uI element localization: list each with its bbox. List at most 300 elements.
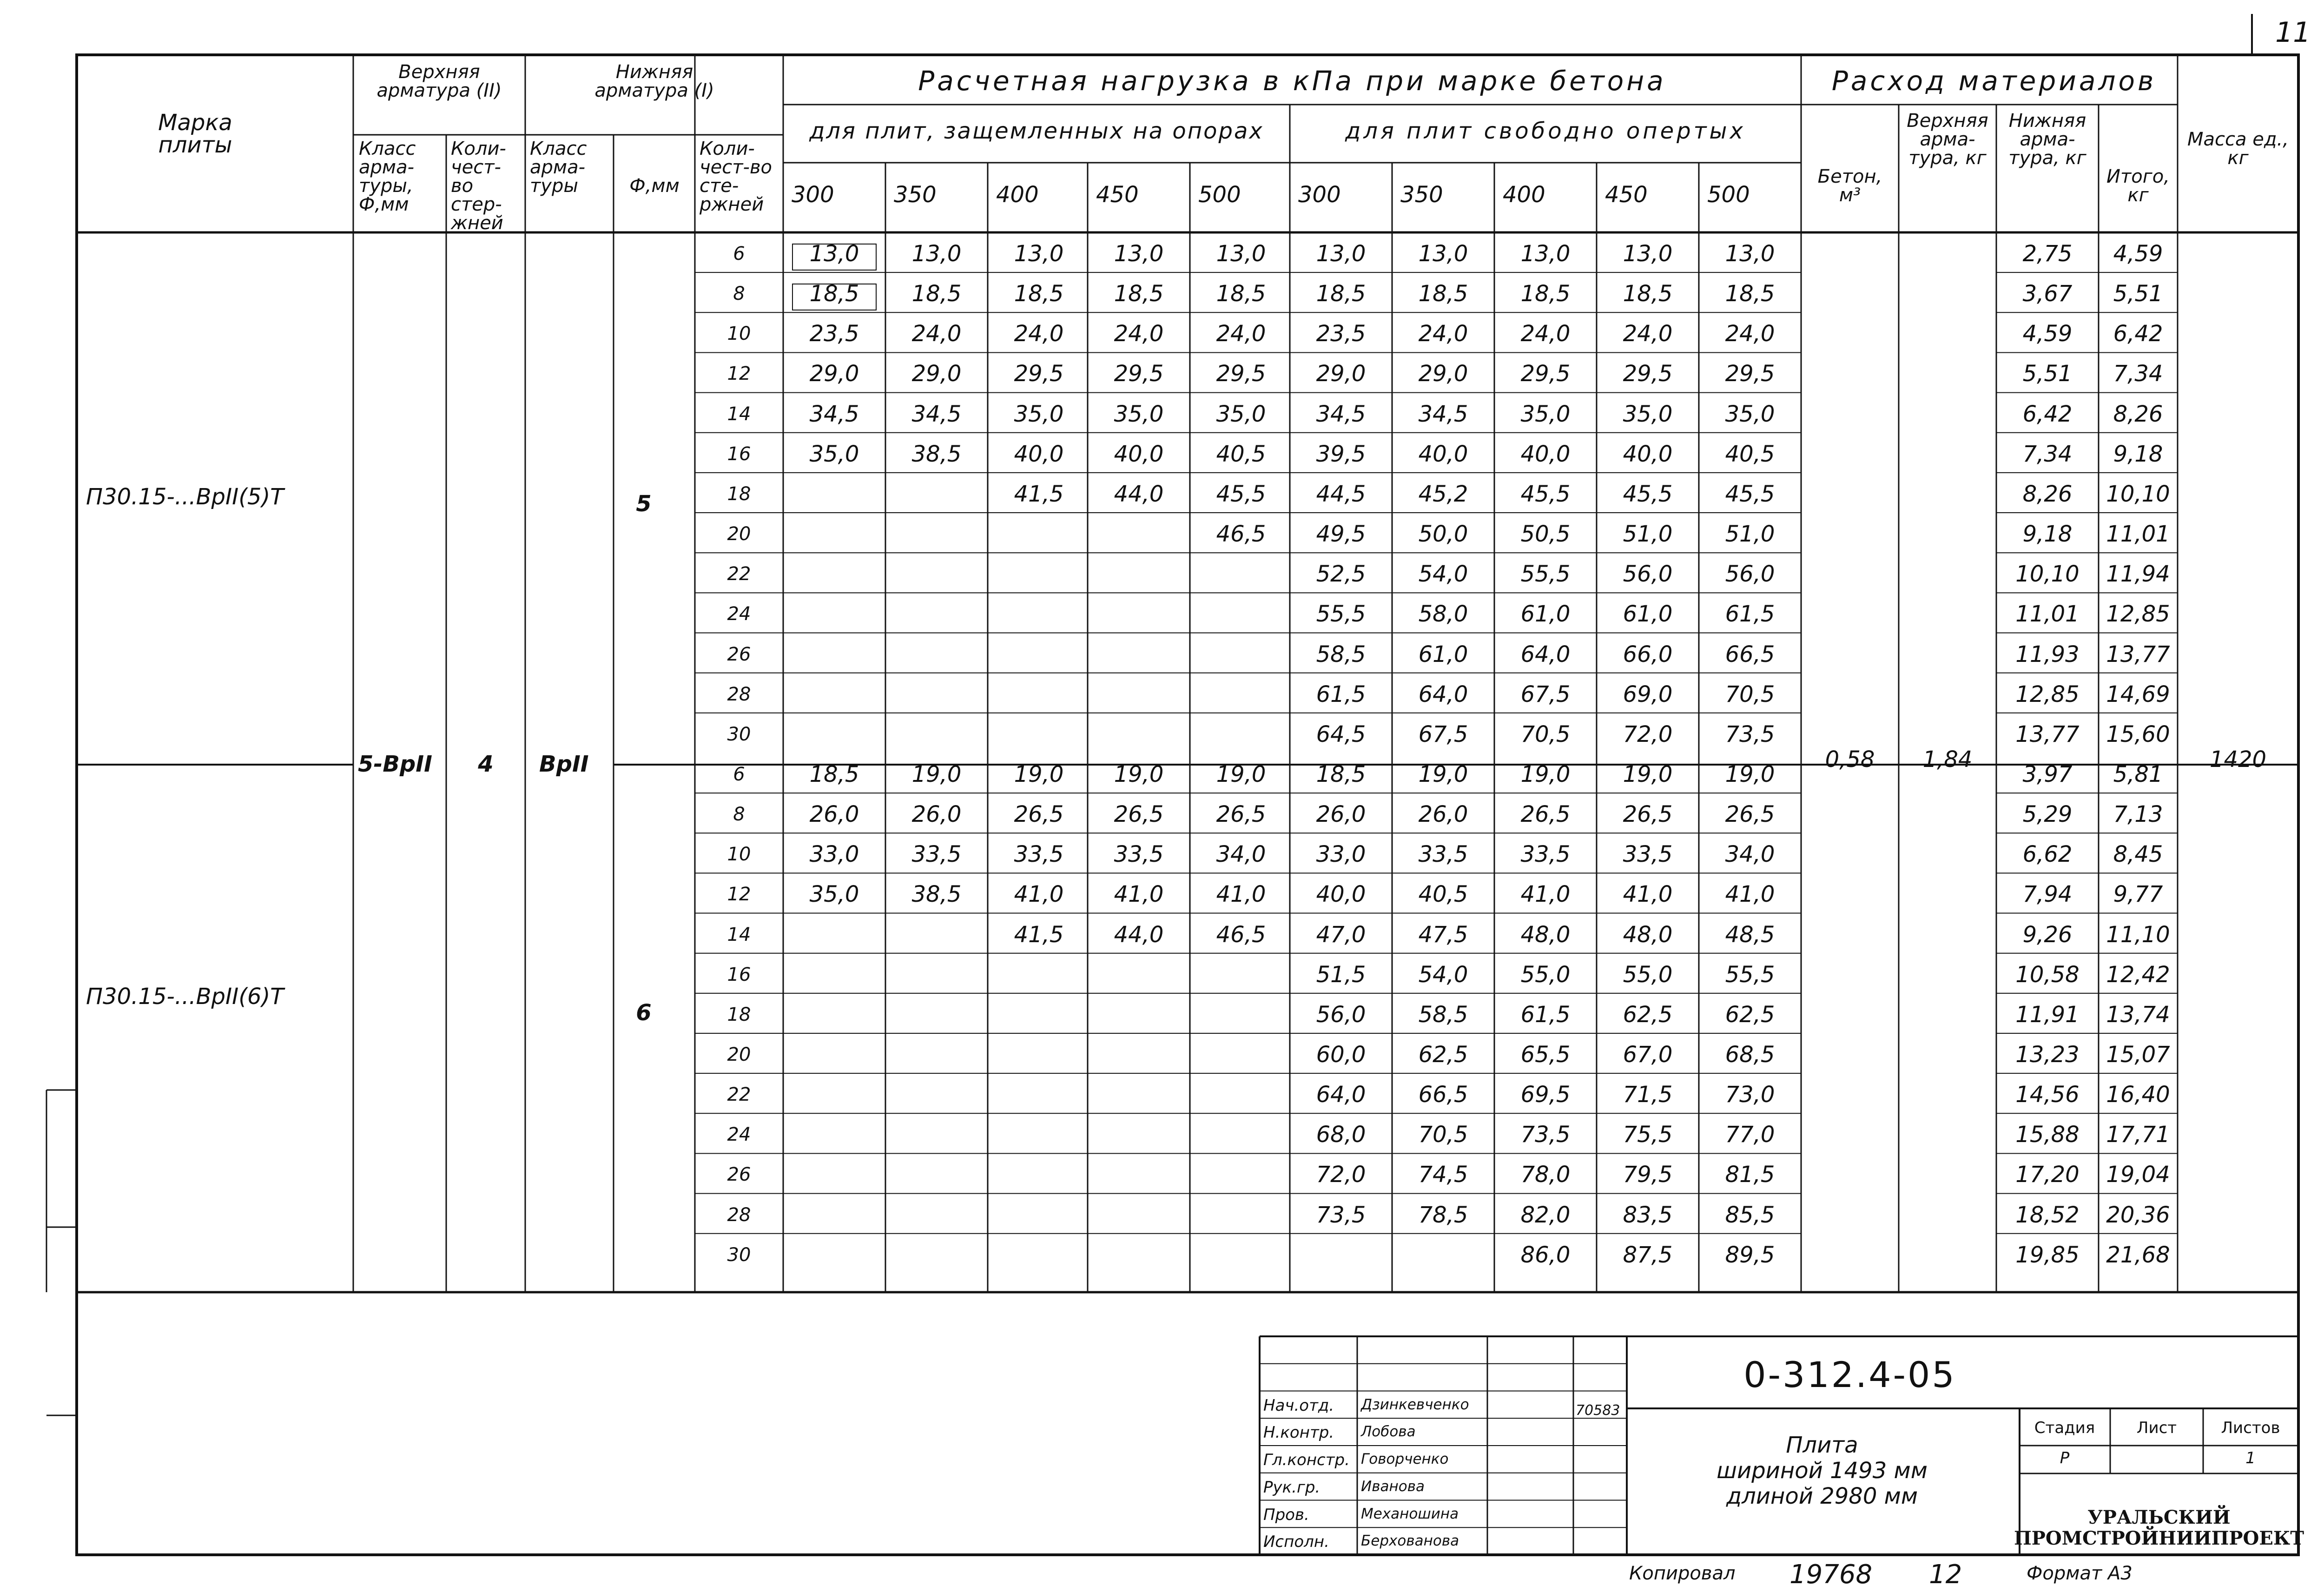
bottom-mass-cell: 17,20 [2015, 1162, 2080, 1188]
bar-count-cell: 20 [727, 523, 751, 545]
total-mass-cell: 7,13 [2113, 801, 2163, 828]
load-cell: 62,5 [1418, 1042, 1468, 1068]
load-cell: 24,0 [1114, 321, 1164, 347]
load-cell: 35,0 [1014, 401, 1064, 427]
bar-count-cell: 24 [727, 603, 751, 625]
load-cell: 64,0 [1520, 641, 1571, 667]
load-cell: 18,5 [1623, 281, 1673, 307]
header-load-title: Расчетная нагрузка в кПа при марке бетона [918, 65, 1666, 97]
load-cell: 75,5 [1623, 1122, 1673, 1148]
total-mass-cell: 13,74 [2106, 1001, 2170, 1028]
stamp-name: Иванова [1361, 1478, 1425, 1495]
load-cell: 45,2 [1418, 481, 1468, 507]
load-cell: 18,5 [809, 761, 859, 787]
group-bottom-dia-1: 5 [636, 491, 652, 517]
grade-header: 500 [1707, 182, 1750, 208]
bottom-mass-cell: 8,26 [2022, 481, 2073, 507]
load-cell: 70,5 [1418, 1122, 1468, 1148]
load-cell: 61,0 [1623, 601, 1673, 628]
load-cell: 68,0 [1316, 1122, 1366, 1148]
load-cell: 60,0 [1316, 1042, 1366, 1068]
bar-count-cell: 8 [733, 283, 745, 305]
bottom-mass-cell: 2,75 [2022, 241, 2073, 267]
total-mass-cell: 15,60 [2106, 721, 2170, 747]
load-cell: 70,5 [1725, 681, 1775, 707]
load-cell: 86,0 [1520, 1242, 1571, 1268]
load-cell: 29,5 [1520, 361, 1571, 387]
bar-count-cell: 6 [733, 763, 745, 785]
top-mass-value: 1,84 [1922, 746, 1973, 773]
total-mass-cell: 14,69 [2106, 681, 2170, 707]
load-cell: 24,0 [1725, 321, 1775, 347]
load-cell: 24,0 [1216, 321, 1266, 347]
total-mass-cell: 19,04 [2106, 1162, 2170, 1188]
header-bottom-class: Класс арма-туры [530, 138, 587, 197]
load-cell: 48,0 [1623, 921, 1673, 948]
bottom-mass-cell: 14,56 [2015, 1082, 2080, 1108]
bottom-mass-cell: 13,77 [2015, 721, 2080, 747]
load-cell: 18,5 [1316, 281, 1366, 307]
load-cell: 29,0 [911, 361, 962, 387]
bar-count-cell: 12 [727, 884, 751, 905]
load-cell: 18,5 [1418, 281, 1468, 307]
bar-count-cell: 14 [727, 924, 751, 945]
load-cell: 18,5 [1216, 281, 1266, 307]
doc-code: 0-312.4-05 [1743, 1354, 1956, 1395]
load-cell: 41,0 [1216, 881, 1266, 908]
grade-header: 300 [1298, 182, 1341, 208]
load-cell: 26,0 [809, 801, 859, 828]
load-cell: 55,5 [1316, 601, 1366, 628]
bar-count-cell: 20 [727, 1044, 751, 1065]
load-cell: 18,5 [1014, 281, 1064, 307]
total-mass-cell: 15,07 [2106, 1042, 2170, 1068]
load-cell: 72,0 [1316, 1162, 1366, 1188]
load-cell: 33,5 [1114, 841, 1164, 868]
load-cell: 26,5 [1623, 801, 1673, 828]
load-cell: 26,5 [1216, 801, 1266, 828]
load-cell: 40,0 [1623, 441, 1673, 467]
top-qty-value: 4 [478, 751, 494, 777]
bottom-mass-cell: 15,88 [2015, 1122, 2080, 1148]
load-cell: 13,0 [809, 241, 859, 267]
load-cell: 23,5 [1316, 321, 1366, 347]
bottom-mass-cell: 11,01 [2015, 601, 2080, 628]
load-cell: 26,5 [1520, 801, 1571, 828]
bar-count-cell: 26 [727, 643, 751, 665]
total-mass-cell: 16,40 [2106, 1082, 2170, 1108]
load-cell: 29,0 [809, 361, 859, 387]
bottom-mass-cell: 12,85 [2015, 681, 2080, 707]
total-mass-cell: 11,94 [2106, 561, 2170, 588]
total-mass-cell: 17,71 [2106, 1122, 2170, 1148]
load-cell: 33,5 [1014, 841, 1064, 868]
load-cell: 40,0 [1418, 441, 1468, 467]
bottom-mass-cell: 13,23 [2015, 1042, 2080, 1068]
load-cell: 74,5 [1418, 1162, 1468, 1188]
load-cell: 69,0 [1623, 681, 1673, 707]
bottom-mass-cell: 19,85 [2015, 1242, 2080, 1268]
load-cell: 26,5 [1014, 801, 1064, 828]
load-cell: 19,0 [1418, 761, 1468, 787]
load-cell: 81,5 [1725, 1162, 1775, 1188]
grade-header: 400 [996, 182, 1039, 208]
load-cell: 33,0 [1316, 841, 1366, 868]
bar-count-cell: 8 [733, 804, 745, 826]
load-cell: 18,5 [1114, 281, 1164, 307]
load-cell: 13,0 [1520, 241, 1571, 267]
load-cell: 71,5 [1623, 1082, 1673, 1108]
bar-count-cell: 30 [727, 723, 751, 745]
header-total: Итого, кг [2106, 166, 2170, 206]
load-cell: 41,5 [1014, 481, 1064, 507]
org-line-1: УРАЛЬСКИЙ [2087, 1506, 2231, 1528]
load-cell: 61,5 [1725, 601, 1775, 628]
load-cell: 26,5 [1114, 801, 1164, 828]
load-cell: 44,5 [1316, 481, 1366, 507]
stamp-role: Гл.констр. [1263, 1451, 1350, 1469]
load-cell: 58,5 [1316, 641, 1366, 667]
load-cell: 29,5 [1725, 361, 1775, 387]
stage-value: Р [2060, 1449, 2070, 1467]
load-cell: 40,5 [1216, 441, 1266, 467]
load-cell: 40,0 [1114, 441, 1164, 467]
load-cell: 61,5 [1316, 681, 1366, 707]
load-cell: 41,0 [1114, 881, 1164, 908]
title-line-2: шириной 1493 мм [1717, 1458, 1928, 1484]
load-cell: 56,0 [1316, 1001, 1366, 1028]
load-cell: 47,0 [1316, 921, 1366, 948]
sheets-value: 1 [2245, 1449, 2256, 1467]
grade-header: 450 [1605, 182, 1648, 208]
bottom-mass-cell: 3,67 [2022, 281, 2073, 307]
load-cell: 55,5 [1725, 961, 1775, 988]
group-bottom-dia-2: 6 [636, 1000, 652, 1026]
load-cell: 70,5 [1520, 721, 1571, 747]
bottom-mass-cell: 6,62 [2022, 841, 2073, 868]
load-cell: 55,5 [1520, 561, 1571, 588]
header-mass: Масса ед., кг [2187, 129, 2289, 169]
total-mass-cell: 21,68 [2106, 1242, 2170, 1268]
load-cell: 19,0 [1014, 761, 1064, 787]
stamp-role: Нач.отд. [1263, 1396, 1334, 1415]
bottom-mass-cell: 10,10 [2015, 561, 2080, 588]
bottom-mass-cell: 18,52 [2015, 1202, 2080, 1228]
load-cell: 50,5 [1520, 521, 1571, 548]
header-materials: Расход материалов [1831, 65, 2157, 97]
header-mat-bottom: Нижняя арма-тура, кг [2008, 110, 2086, 169]
mass-value: 1420 [2209, 746, 2267, 773]
load-cell: 48,5 [1725, 921, 1775, 948]
load-cell: 67,5 [1520, 681, 1571, 707]
load-cell: 64,0 [1418, 681, 1468, 707]
load-cell: 62,5 [1725, 1001, 1775, 1028]
load-cell: 45,5 [1520, 481, 1571, 507]
header-top-qty: Коли-чест-во стер-жней [451, 138, 506, 234]
stamp-role: Пров. [1263, 1505, 1309, 1524]
load-cell: 40,5 [1418, 881, 1468, 908]
bottom-mass-cell: 6,42 [2022, 401, 2073, 427]
load-cell: 19,0 [1623, 761, 1673, 787]
load-cell: 29,5 [1623, 361, 1673, 387]
load-cell: 26,0 [1316, 801, 1366, 828]
load-cell: 73,0 [1725, 1082, 1775, 1108]
load-cell: 50,0 [1418, 521, 1468, 548]
sheet-header: Лист [2136, 1419, 2177, 1437]
load-cell: 29,0 [1316, 361, 1366, 387]
load-cell: 13,0 [1725, 241, 1775, 267]
bottom-mass-cell: 4,59 [2022, 321, 2073, 347]
load-cell: 35,0 [1216, 401, 1266, 427]
load-cell: 73,5 [1520, 1122, 1571, 1148]
header-top-class: Класс арма-туры, Ф,мм [359, 138, 416, 215]
load-cell: 73,5 [1725, 721, 1775, 747]
load-cell: 45,5 [1216, 481, 1266, 507]
stamp-number: 70583 [1576, 1402, 1620, 1419]
bottom-mass-cell: 7,34 [2022, 441, 2073, 467]
header-top-reinf: Верхняя арматура (II) [376, 61, 502, 101]
bottom-mass-cell: 10,58 [2015, 961, 2080, 988]
grade-header: 300 [792, 182, 834, 208]
load-cell: 34,0 [1725, 841, 1775, 868]
page-number: 11 [2275, 16, 2311, 49]
top-class-value: 5-ВрII [358, 751, 432, 777]
load-cell: 29,5 [1114, 361, 1164, 387]
load-cell: 13,0 [911, 241, 962, 267]
concrete-value: 0,58 [1825, 746, 1875, 773]
load-cell: 34,5 [911, 401, 962, 427]
header-bottom-reinf: Нижняя арматура (I) [594, 61, 714, 101]
bottom-mass-cell: 11,91 [2015, 1001, 2080, 1028]
load-cell: 61,0 [1520, 601, 1571, 628]
format-label: Формат А3 [2027, 1563, 2133, 1584]
load-cell: 18,5 [809, 281, 859, 307]
total-mass-cell: 7,34 [2113, 361, 2163, 387]
load-cell: 55,0 [1520, 961, 1571, 988]
load-cell: 18,5 [911, 281, 962, 307]
load-cell: 48,0 [1520, 921, 1571, 948]
load-cell: 83,5 [1623, 1202, 1673, 1228]
copy-number: 19768 [1789, 1559, 1873, 1590]
load-cell: 13,0 [1418, 241, 1468, 267]
header-marka-plity: Марка плиты [158, 110, 232, 158]
sheets-header: Листов [2221, 1419, 2280, 1437]
load-cell: 18,5 [1520, 281, 1571, 307]
load-cell: 87,5 [1623, 1242, 1673, 1268]
load-cell: 26,5 [1725, 801, 1775, 828]
group-marka-1: П30.15-...ВрII(5)Т [86, 484, 284, 510]
total-mass-cell: 11,01 [2106, 521, 2170, 548]
load-cell: 29,5 [1216, 361, 1266, 387]
load-cell: 78,0 [1520, 1162, 1571, 1188]
load-cell: 40,0 [1014, 441, 1064, 467]
header-bottom-dia: Ф,мм [629, 175, 680, 197]
load-cell: 66,0 [1623, 641, 1673, 667]
load-cell: 54,0 [1418, 561, 1468, 588]
load-cell: 45,5 [1725, 481, 1775, 507]
load-cell: 23,5 [809, 321, 859, 347]
load-cell: 46,5 [1216, 521, 1266, 548]
load-cell: 66,5 [1418, 1082, 1468, 1108]
load-cell: 61,5 [1520, 1001, 1571, 1028]
load-cell: 66,5 [1725, 641, 1775, 667]
grade-header: 400 [1503, 182, 1545, 208]
stamp-name: Механошина [1361, 1505, 1459, 1522]
load-cell: 41,5 [1014, 921, 1064, 948]
load-cell: 35,0 [809, 441, 859, 467]
bar-count-cell: 16 [727, 443, 751, 465]
load-cell: 13,0 [1316, 241, 1366, 267]
bar-count-cell: 24 [727, 1124, 751, 1146]
title-line-1: Плита [1786, 1432, 1858, 1458]
stamp-name: Лобова [1361, 1423, 1416, 1440]
load-cell: 61,0 [1418, 641, 1468, 667]
header-clamped: для плит, защемленных на опорах [809, 118, 1264, 144]
load-cell: 65,5 [1520, 1042, 1571, 1068]
bar-count-cell: 26 [727, 1164, 751, 1186]
bar-count-cell: 22 [727, 1084, 751, 1106]
bottom-mass-cell: 9,26 [2022, 921, 2073, 948]
load-cell: 19,0 [911, 761, 962, 787]
load-cell: 40,5 [1725, 441, 1775, 467]
total-mass-cell: 6,42 [2113, 321, 2163, 347]
bar-count-cell: 14 [727, 403, 751, 425]
bar-count-cell: 28 [727, 683, 751, 705]
load-cell: 68,5 [1725, 1042, 1775, 1068]
total-mass-cell: 9,77 [2113, 881, 2163, 908]
total-mass-cell: 5,81 [2113, 761, 2163, 787]
total-mass-cell: 12,85 [2106, 601, 2170, 628]
bar-count-cell: 10 [727, 323, 751, 345]
copy-number-2: 12 [1929, 1559, 1962, 1590]
grade-header: 450 [1096, 182, 1139, 208]
stage-header: Стадия [2034, 1419, 2095, 1437]
stamp-name: Берхованова [1361, 1533, 1459, 1550]
bar-count-cell: 18 [727, 483, 751, 505]
total-mass-cell: 20,36 [2106, 1202, 2170, 1228]
stamp-role: Исполн. [1263, 1533, 1329, 1552]
load-cell: 34,5 [1418, 401, 1468, 427]
total-mass-cell: 10,10 [2106, 481, 2170, 507]
bottom-mass-cell: 9,18 [2022, 521, 2073, 548]
load-cell: 41,0 [1623, 881, 1673, 908]
load-cell: 29,0 [1418, 361, 1468, 387]
load-cell: 24,0 [1014, 321, 1064, 347]
load-cell: 24,0 [1623, 321, 1673, 347]
header-mat-top: Верхняя арма-тура, кг [1907, 110, 1988, 169]
load-cell: 56,0 [1623, 561, 1673, 588]
load-cell: 13,0 [1114, 241, 1164, 267]
bar-count-cell: 16 [727, 964, 751, 985]
load-cell: 89,5 [1725, 1242, 1775, 1268]
load-cell: 19,0 [1114, 761, 1164, 787]
load-cell: 51,0 [1623, 521, 1673, 548]
header-free: для плит свободно опертых [1345, 118, 1746, 144]
header-bottom-qty: Коли-чест-во сте-ржней [700, 138, 772, 215]
load-cell: 41,0 [1725, 881, 1775, 908]
load-cell: 35,0 [1623, 401, 1673, 427]
load-cell: 13,0 [1014, 241, 1064, 267]
load-cell: 58,0 [1418, 601, 1468, 628]
load-cell: 18,5 [1725, 281, 1775, 307]
load-cell: 51,5 [1316, 961, 1366, 988]
load-cell: 24,0 [1418, 321, 1468, 347]
load-cell: 64,5 [1316, 721, 1366, 747]
load-cell: 35,0 [1114, 401, 1164, 427]
load-cell: 69,5 [1520, 1082, 1571, 1108]
load-cell: 77,0 [1725, 1122, 1775, 1148]
load-cell: 67,5 [1418, 721, 1468, 747]
bottom-mass-cell: 3,97 [2022, 761, 2073, 787]
bottom-mass-cell: 11,93 [2015, 641, 2080, 667]
load-cell: 73,5 [1316, 1202, 1366, 1228]
load-cell: 78,5 [1418, 1202, 1468, 1228]
bar-count-cell: 22 [727, 563, 751, 585]
stamp-role: Рук.гр. [1263, 1478, 1320, 1497]
load-cell: 56,0 [1725, 561, 1775, 588]
load-cell: 51,0 [1725, 521, 1775, 548]
bar-count-cell: 28 [727, 1204, 751, 1226]
grade-header: 350 [894, 182, 937, 208]
total-mass-cell: 8,26 [2113, 401, 2163, 427]
load-cell: 45,5 [1623, 481, 1673, 507]
load-cell: 33,0 [809, 841, 859, 868]
load-cell: 52,5 [1316, 561, 1366, 588]
bar-count-cell: 6 [733, 243, 745, 264]
load-cell: 13,0 [1216, 241, 1266, 267]
load-cell: 29,5 [1014, 361, 1064, 387]
load-cell: 82,0 [1520, 1202, 1571, 1228]
load-cell: 38,5 [911, 881, 962, 908]
load-cell: 13,0 [1623, 241, 1673, 267]
load-cell: 58,5 [1418, 1001, 1468, 1028]
org-line-2: ПРОМСТРОЙНИИПРОЕКТ [2014, 1527, 2304, 1549]
bar-count-cell: 12 [727, 363, 751, 385]
stamp-name: Дзинкевченко [1361, 1396, 1469, 1413]
grade-header: 350 [1400, 182, 1443, 208]
load-cell: 79,5 [1623, 1162, 1673, 1188]
load-cell: 35,0 [1725, 401, 1775, 427]
load-cell: 19,0 [1725, 761, 1775, 787]
load-cell: 67,0 [1623, 1042, 1673, 1068]
load-cell: 47,5 [1418, 921, 1468, 948]
load-cell: 40,0 [1316, 881, 1366, 908]
load-cell: 24,0 [1520, 321, 1571, 347]
load-cell: 19,0 [1216, 761, 1266, 787]
bottom-mass-cell: 7,94 [2022, 881, 2073, 908]
bar-count-cell: 10 [727, 844, 751, 865]
load-cell: 55,0 [1623, 961, 1673, 988]
grade-header: 500 [1198, 182, 1241, 208]
load-cell: 46,5 [1216, 921, 1266, 948]
load-cell: 38,5 [911, 441, 962, 467]
total-mass-cell: 8,45 [2113, 841, 2163, 868]
load-cell: 33,5 [1418, 841, 1468, 868]
load-cell: 85,5 [1725, 1202, 1775, 1228]
load-cell: 24,0 [911, 321, 962, 347]
load-cell: 40,0 [1520, 441, 1571, 467]
title-line-3: длиной 2980 мм [1726, 1483, 1918, 1509]
group-marka-2: П30.15-...ВрII(6)Т [86, 984, 284, 1010]
load-cell: 26,0 [1418, 801, 1468, 828]
load-cell: 44,0 [1114, 921, 1164, 948]
total-mass-cell: 9,18 [2113, 441, 2163, 467]
total-mass-cell: 4,59 [2113, 241, 2163, 267]
load-cell: 44,0 [1114, 481, 1164, 507]
load-cell: 34,0 [1216, 841, 1266, 868]
load-cell: 62,5 [1623, 1001, 1673, 1028]
bottom-mass-cell: 5,29 [2022, 801, 2073, 828]
